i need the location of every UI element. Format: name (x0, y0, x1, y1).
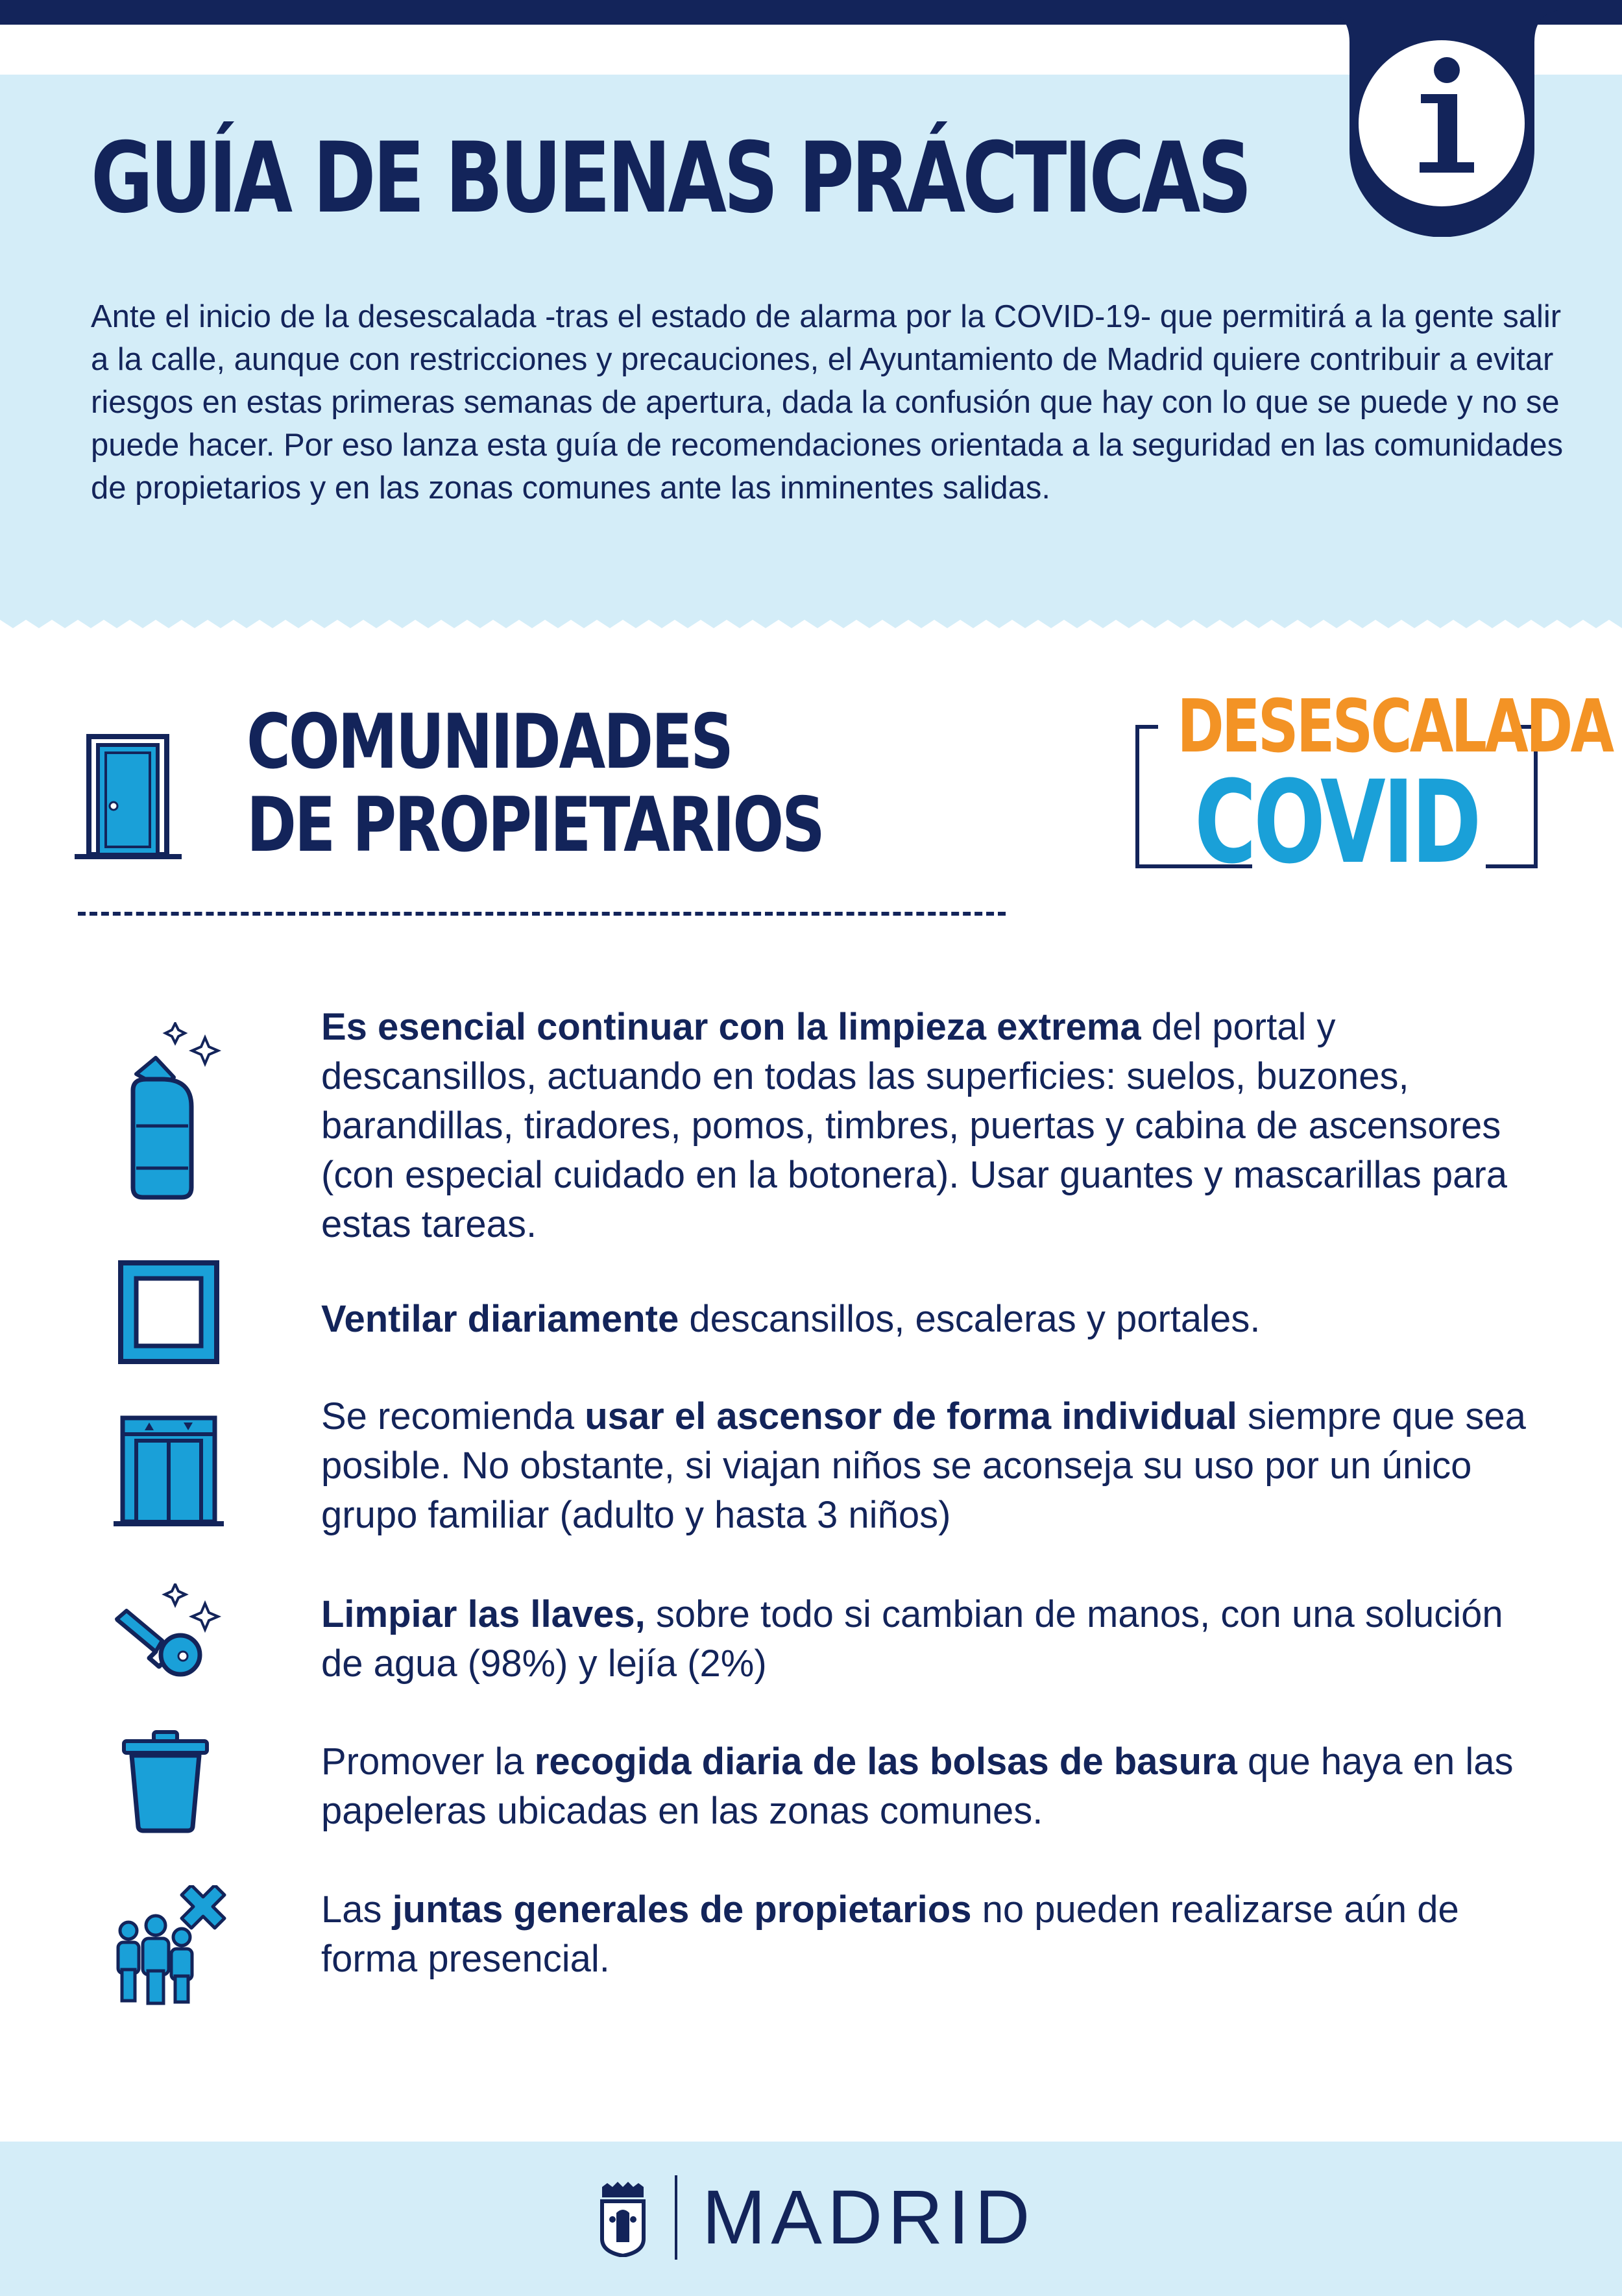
list-item-elevator-bold: usar el ascensor de forma individual (585, 1395, 1237, 1437)
page-title: GUÍA DE BUENAS PRÁCTICAS (91, 122, 1250, 235)
list-item-keys-bold: Limpiar las llaves, (321, 1593, 646, 1635)
badge-bottom-text: COVID (1194, 756, 1479, 889)
info-icon (1317, 0, 1567, 237)
section-title-line1: COMUNIDADES (247, 698, 732, 786)
footer-separator (675, 2175, 677, 2260)
list-item-ventilate: Ventilar diariamente descansillos, escaleras y portales. (321, 1298, 1261, 1340)
list-item-meetings: Las juntas generales de propietarios no pueden realizarse aún de forma presencial. (321, 1888, 1459, 1980)
list-item-cleaning: Es esencial continuar con la limpieza extrema del portal y descansillos, actuando en todas las superficies: suelos, buzones, barandillas, tiradores, pomos, timbres, puertas y cabina de ascensores (con especial cuidado en la botonera). Usar guantes y mascarillas para estas tareas. (321, 1006, 1507, 1245)
list-item-elevator: Se recomienda usar el ascensor de forma individual siempre que sea posible. No obstante, si viajan niños se aconseja su uso por un único grupo familiar (adulto y hasta 3 niños) (321, 1395, 1526, 1536)
list-item-ventilate-bold: Ventilar diariamente (321, 1298, 679, 1340)
madrid-logo-text: MADRID (702, 2175, 1035, 2260)
cleaning-bottle-icon (110, 1022, 227, 1201)
section-title (247, 698, 823, 869)
door-icon (75, 733, 182, 863)
madrid-crest-icon (598, 2180, 648, 2257)
key-icon (110, 1583, 227, 1681)
elevator-icon (114, 1415, 224, 1528)
window-icon (117, 1259, 221, 1366)
list-item-trash: Promover la recogida diaria de las bolsas de basura que haya en las papeleras ubicadas en las zonas comunes. (321, 1740, 1514, 1832)
section-divider (78, 912, 1006, 916)
header-zigzag-edge (0, 610, 1622, 629)
intro-paragraph: Ante el inicio de la desescalada -tras el estado de alarma por la COVID-19- que permitirá a la gente salir a la calle, aunque con restricciones y precauciones, el Ayuntamiento de Madrid quiere contribuir a evitar riesgos en estas primeras semanas de apertura, dada la confusión que hay con lo que se puede y no se puede hacer. Por eso lanza esta guía de recomendaciones orientada a la seguridad en las comunidades de propietarios y en las zonas comunes ante las inminentes salidas. (91, 299, 1564, 506)
trash-bin-icon (120, 1729, 211, 1833)
list-item-trash-bold: recogida diaria de las bolsas de basura (534, 1740, 1237, 1783)
desescalada-covid-badge (1132, 685, 1612, 889)
list-item-cleaning-bold: Es esencial continuar con la limpieza extrema (321, 1006, 1141, 1048)
section-title-line2: DE PROPIETARIOS (247, 781, 823, 869)
list-item-keys: Limpiar las llaves, sobre todo si cambian de manos, con una solución de agua (98%) y lejía (2%) (321, 1593, 1503, 1685)
no-meeting-icon (110, 1885, 227, 2005)
badge-top-text: DESESCALADA (1177, 685, 1612, 769)
list-item-meetings-bold: juntas generales de propietarios (392, 1888, 972, 1931)
